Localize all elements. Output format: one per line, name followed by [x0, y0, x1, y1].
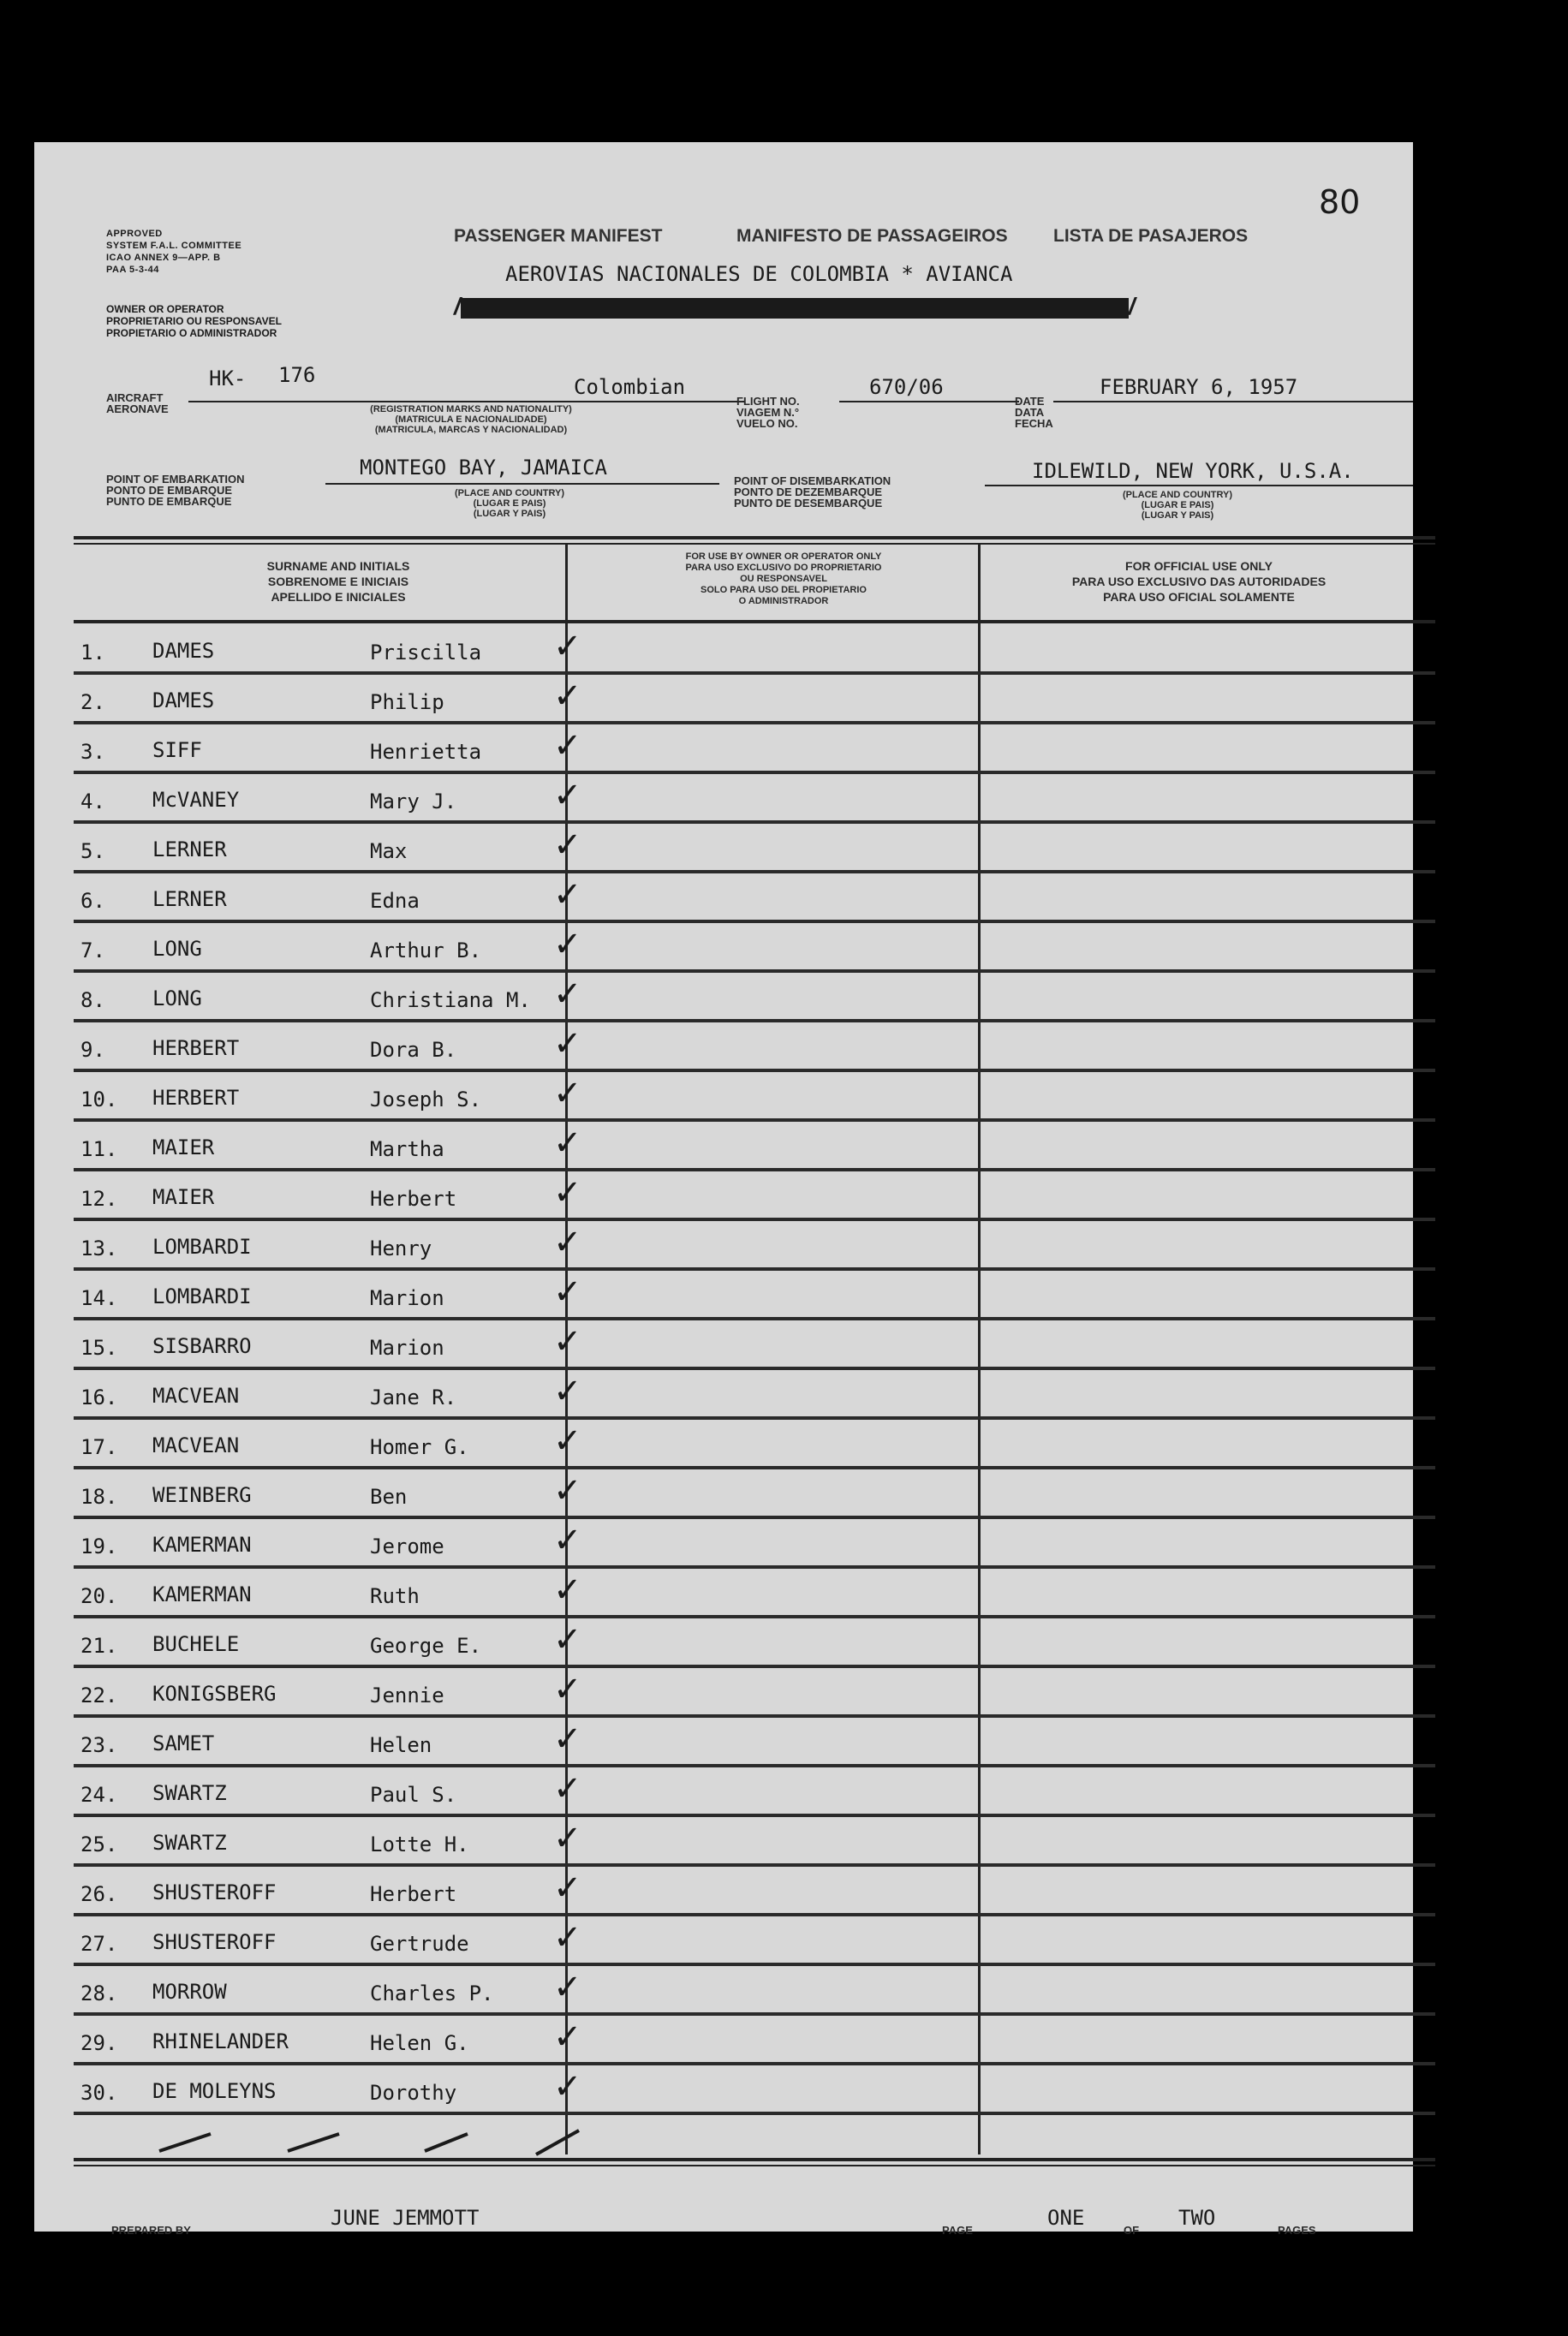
void-stroke: [425, 2134, 468, 2151]
row-number: 27.: [80, 1932, 118, 1956]
aircraft-nationality: Colombian: [574, 375, 686, 399]
passenger-row: [74, 1469, 1435, 1519]
passenger-surname: SHUSTEROFF: [152, 1930, 277, 1954]
column-header-line: OU RESPONSAVEL: [740, 574, 827, 584]
row-number: 1.: [80, 641, 105, 664]
column-header-line: O ADMINISTRADOR: [738, 596, 829, 606]
aircraft-sub-line: (MATRICULA E NACIONALIDADE): [395, 414, 547, 425]
embarkation-place: MONTEGO BAY, JAMAICA: [360, 456, 607, 480]
check-mark-icon: ✓: [553, 1570, 582, 1610]
date-label-en: DATE: [1015, 395, 1045, 408]
check-mark-icon: ✓: [553, 1322, 582, 1362]
row-number: 2.: [80, 690, 105, 714]
column-header-line: SOBRENOME E INICIAIS: [267, 575, 409, 588]
approval-line: ICAO ANNEX 9—APP. B: [106, 253, 221, 263]
owner-line: PROPIETARIO O ADMINISTRADOR: [106, 327, 277, 339]
passenger-row: [74, 1569, 1435, 1618]
passenger-given-name: Max: [370, 839, 408, 863]
passenger-row: [74, 923, 1435, 973]
passenger-surname: KONIGSBERG: [152, 1682, 277, 1706]
title-en: PASSENGER MANIFEST: [454, 226, 663, 246]
check-mark-icon: ✓: [553, 1918, 582, 1958]
row-number: 8.: [80, 988, 105, 1012]
passenger-given-name: Christiana M.: [370, 988, 531, 1012]
embarkation-sub-line: (LUGAR Y PAIS): [473, 509, 546, 519]
passenger-surname: HERBERT: [152, 1086, 240, 1110]
passenger-given-name: Jerome: [370, 1534, 444, 1558]
prepared-by-label: PREPARED BY: [111, 2224, 191, 2237]
passenger-surname: MACVEAN: [152, 1433, 240, 1457]
passenger-row: [74, 774, 1435, 824]
passenger-surname: SIFF: [152, 738, 202, 762]
void-strokes: [74, 2117, 587, 2160]
approval-block: [106, 228, 241, 276]
passenger-surname: LERNER: [152, 837, 227, 861]
check-mark-icon: ✓: [553, 1819, 582, 1858]
passenger-given-name: Edna: [370, 889, 420, 913]
flight-label-es: VUELO NO.: [736, 417, 798, 430]
passenger-row: [74, 724, 1435, 774]
void-stroke: [536, 2130, 579, 2154]
row-number: 3.: [80, 740, 105, 764]
passenger-given-name: Joseph S.: [370, 1088, 482, 1111]
passenger-given-name: Martha: [370, 1137, 444, 1161]
date-rule: [1053, 401, 1413, 402]
header-bottom-rule: [74, 620, 1435, 623]
row-number: 13.: [80, 1237, 118, 1260]
check-mark-icon: ✓: [553, 1719, 582, 1759]
embarkation-rule: [325, 483, 719, 485]
passenger-surname: LOMBARDI: [152, 1235, 252, 1259]
passenger-row: [74, 1072, 1435, 1122]
aircraft-rule: [188, 401, 745, 402]
passenger-row: [74, 2016, 1435, 2065]
passenger-given-name: Dorothy: [370, 2081, 457, 2105]
embarkation-label: [106, 474, 245, 507]
row-number: 20.: [80, 1584, 118, 1608]
passenger-row: [74, 1668, 1435, 1718]
column-header-line: FOR OFFICIAL USE ONLY: [1125, 559, 1273, 573]
check-mark-icon: ✓: [553, 1272, 582, 1312]
passenger-surname: DAMES: [152, 688, 215, 712]
flight-date: FEBRUARY 6, 1957: [1100, 375, 1298, 399]
check-mark-icon: ✓: [553, 1074, 582, 1113]
passenger-surname: LONG: [152, 937, 202, 961]
passenger-row: [74, 973, 1435, 1022]
passenger-given-name: Homer G.: [370, 1435, 469, 1459]
passenger-given-name: Priscilla: [370, 641, 482, 664]
passenger-given-name: Dora B.: [370, 1038, 457, 1062]
table-bottom-rule: [74, 2158, 1435, 2161]
aircraft-prefix: HK-: [209, 366, 247, 390]
table-bottom-rule-2: [74, 2165, 1435, 2166]
struck-operator-name: / /: [454, 293, 1136, 319]
passenger-given-name: Gertrude: [370, 1932, 469, 1956]
table-top-rule-2: [74, 543, 1435, 545]
check-mark-icon: ✓: [553, 875, 582, 915]
title-pt: MANIFESTO DE PASSAGEIROS: [736, 226, 1008, 246]
check-mark-icon: ✓: [553, 1123, 582, 1163]
passenger-surname: SISBARRO: [152, 1334, 252, 1358]
passenger-surname: LOMBARDI: [152, 1284, 252, 1308]
passenger-row: [74, 1718, 1435, 1767]
row-number: 25.: [80, 1832, 118, 1856]
row-number: 11.: [80, 1137, 118, 1161]
disembarkation-label-pt: PONTO DE DEZEMBARQUE: [734, 486, 883, 498]
check-mark-icon: ✓: [553, 1868, 582, 1908]
row-number: 22.: [80, 1683, 118, 1707]
row-number: 4.: [80, 790, 105, 813]
void-stroke: [288, 2134, 339, 2151]
passenger-row: [74, 1022, 1435, 1072]
passenger-row: [74, 1767, 1435, 1817]
column-header-line: APELLIDO E INICIALES: [271, 590, 406, 604]
passenger-row: [74, 873, 1435, 923]
check-mark-icon: ✓: [553, 1769, 582, 1809]
passenger-row: [74, 1370, 1435, 1420]
row-number: 15.: [80, 1336, 118, 1360]
check-mark-icon: ✓: [553, 1670, 582, 1709]
row-number: 5.: [80, 839, 105, 863]
passenger-row: [74, 1271, 1435, 1320]
disembarkation-sub-line: (LUGAR E PAIS): [1141, 500, 1214, 510]
passenger-surname: SWARTZ: [152, 1781, 227, 1805]
flight-label-en: FLIGHT NO.: [736, 395, 800, 408]
disembarkation-label-es: PUNTO DE DESEMBARQUE: [734, 497, 883, 510]
approval-line: SYSTEM F.A.L. COMMITTEE: [106, 241, 242, 251]
column-header-line: PARA USO EXCLUSIVO DO PROPRIETARIO: [685, 563, 882, 573]
row-number: 9.: [80, 1038, 105, 1062]
disembarkation-label-en: POINT OF DISEMBARKATION: [734, 474, 891, 487]
page-value: ONE: [1047, 2206, 1085, 2230]
flight-label-pt: VIAGEM N.°: [736, 406, 800, 419]
passenger-row: [74, 1420, 1435, 1469]
column-header-line: FOR USE BY OWNER OR OPERATOR ONLY: [685, 551, 882, 562]
page-label: PAGE: [942, 2224, 973, 2237]
column-header-official: [985, 558, 1413, 605]
passenger-surname: MORROW: [152, 1980, 227, 2004]
row-number: 28.: [80, 1981, 118, 2005]
embarkation-label-pt: PONTO DE EMBARQUE: [106, 484, 233, 497]
pages-value: TWO: [1178, 2206, 1216, 2230]
check-mark-icon: ✓: [553, 776, 582, 815]
passenger-surname: MACVEAN: [152, 1384, 240, 1408]
pages-label: PAGES: [1278, 2224, 1316, 2237]
date-label-pt: DATA: [1015, 406, 1045, 419]
passenger-row: [74, 1966, 1435, 2016]
passenger-surname: DAMES: [152, 639, 215, 663]
passenger-row: [74, 675, 1435, 724]
check-mark-icon: ✓: [553, 1471, 582, 1511]
row-number: 26.: [80, 1882, 118, 1906]
embarkation-sub-line: (LUGAR E PAIS): [473, 498, 546, 509]
passenger-given-name: George E.: [370, 1634, 482, 1658]
column-header-line: SURNAME AND INITIALS: [266, 559, 410, 573]
approval-line: APPROVED: [106, 229, 163, 239]
approval-line: PAA 5-3-44: [106, 265, 159, 275]
passenger-row: [74, 1916, 1435, 1966]
owner-line: OWNER OR OPERATOR: [106, 303, 224, 315]
row-number: 29.: [80, 2031, 118, 2055]
check-mark-icon: ✓: [553, 1421, 582, 1461]
passenger-given-name: Ruth: [370, 1584, 420, 1608]
check-mark-icon: ✓: [553, 1620, 582, 1660]
passenger-row: [74, 1817, 1435, 1867]
passenger-row: [74, 824, 1435, 873]
embarkation-label-en: POINT OF EMBARKATION: [106, 473, 245, 486]
column-header-line: PARA USO EXCLUSIVO DAS AUTORIDADES: [1071, 575, 1327, 588]
passenger-row: [74, 2065, 1435, 2115]
check-mark-icon: ✓: [553, 825, 582, 865]
embarkation-label-es: PUNTO DE EMBARQUE: [106, 495, 232, 508]
check-mark-icon: ✓: [553, 2017, 582, 2057]
check-mark-icon: ✓: [553, 726, 582, 766]
passenger-row: [74, 1122, 1435, 1171]
check-mark-icon: ✓: [553, 974, 582, 1014]
aircraft-sub-line: (MATRICULA, MARCAS Y NACIONALIDAD): [374, 425, 568, 435]
disembarkation-place: IDLEWILD, NEW YORK, U.S.A.: [1032, 459, 1354, 483]
aircraft-label-en: AIRCRAFT: [106, 391, 164, 404]
row-number: 19.: [80, 1534, 118, 1558]
aircraft-sublabel: [291, 404, 651, 435]
passenger-surname: McVANEY: [152, 788, 240, 812]
aircraft-sub-line: (REGISTRATION MARKS AND NATIONALITY): [370, 404, 572, 414]
row-number: 21.: [80, 1634, 118, 1658]
row-number: 17.: [80, 1435, 118, 1459]
passenger-surname: RHINELANDER: [152, 2029, 289, 2053]
passenger-surname: SWARTZ: [152, 1831, 227, 1855]
row-number: 24.: [80, 1783, 118, 1807]
embarkation-sub-line: (PLACE AND COUNTRY): [454, 488, 565, 498]
column-header-owner: [582, 551, 985, 607]
passenger-surname: SHUSTEROFF: [152, 1880, 277, 1904]
passenger-given-name: Jane R.: [370, 1386, 457, 1409]
aircraft-label: [106, 392, 169, 414]
column-header-line: PARA USO OFICIAL SOLAMENTE: [1103, 590, 1295, 604]
row-number: 23.: [80, 1733, 118, 1757]
disembarkation-label: [734, 475, 891, 509]
passenger-row: [74, 1221, 1435, 1271]
passenger-given-name: Henry: [370, 1237, 432, 1260]
passenger-row: [74, 1171, 1435, 1221]
disembarkation-sub-line: (LUGAR Y PAIS): [1141, 510, 1214, 521]
passenger-surname: LERNER: [152, 887, 227, 911]
passenger-surname: BUCHELE: [152, 1632, 240, 1656]
page-number: 80: [1319, 183, 1361, 221]
owner-label: [106, 303, 282, 339]
passenger-surname: WEINBERG: [152, 1483, 252, 1507]
passenger-surname: MAIER: [152, 1185, 215, 1209]
passenger-given-name: Helen G.: [370, 2031, 469, 2055]
row-number: 30.: [80, 2081, 118, 2105]
flight-rule: [839, 401, 1019, 402]
title-es: LISTA DE PASAJEROS: [1053, 226, 1249, 246]
embarkation-sublabel: [368, 488, 651, 519]
column-header-name: [111, 558, 565, 605]
check-mark-icon: ✓: [553, 1372, 582, 1411]
passenger-row: [74, 1867, 1435, 1916]
passenger-given-name: Herbert: [370, 1882, 457, 1906]
check-mark-icon: ✓: [553, 676, 582, 716]
row-number: 10.: [80, 1088, 118, 1111]
prepared-by-name: JUNE JEMMOTT: [331, 2206, 480, 2230]
aircraft-label-pt: AERONAVE: [106, 402, 169, 415]
passenger-given-name: Mary J.: [370, 790, 457, 813]
column-header-line: SOLO PARA USO DEL PROPIETARIO: [701, 585, 867, 595]
disembarkation-sublabel: [1036, 490, 1319, 521]
passenger-given-name: Arthur B.: [370, 939, 482, 962]
owner-line: PROPRIETARIO OU RESPONSAVEL: [106, 315, 282, 327]
passenger-surname: KAMERMAN: [152, 1533, 252, 1557]
table-top-rule: [74, 536, 1435, 539]
row-number: 12.: [80, 1187, 118, 1211]
check-mark-icon: ✓: [553, 627, 582, 666]
flight-number: 670/06: [869, 375, 944, 399]
passenger-row: [74, 1618, 1435, 1668]
of-label: OF: [1124, 2224, 1140, 2237]
passenger-given-name: Marion: [370, 1336, 444, 1360]
disembarkation-sub-line: (PLACE AND COUNTRY): [1122, 490, 1233, 500]
date-label: [1015, 396, 1053, 429]
passenger-surname: HERBERT: [152, 1036, 240, 1060]
passenger-given-name: Charles P.: [370, 1981, 494, 2005]
passenger-given-name: Philip: [370, 690, 444, 714]
passenger-surname: MAIER: [152, 1135, 215, 1159]
row-number: 7.: [80, 939, 105, 962]
check-mark-icon: ✓: [553, 1968, 582, 2007]
check-mark-icon: ✓: [553, 1024, 582, 1064]
passenger-surname: KAMERMAN: [152, 1582, 252, 1606]
passenger-surname: LONG: [152, 986, 202, 1010]
row-number: 14.: [80, 1286, 118, 1310]
passenger-surname: SAMET: [152, 1731, 215, 1755]
passenger-surname: DE MOLEYNS: [152, 2079, 277, 2103]
row-number: 18.: [80, 1485, 118, 1509]
aircraft-registration: 176: [278, 363, 316, 387]
passenger-row: [74, 1320, 1435, 1370]
disembarkation-rule: [985, 485, 1413, 486]
passenger-given-name: Marion: [370, 1286, 444, 1310]
row-number: 6.: [80, 889, 105, 913]
passenger-given-name: Jennie: [370, 1683, 444, 1707]
passenger-given-name: Ben: [370, 1485, 408, 1509]
void-stroke: [159, 2134, 211, 2151]
operator-name: AEROVIAS NACIONALES DE COLOMBIA * AVIANCA: [505, 262, 1013, 286]
passenger-given-name: Herbert: [370, 1187, 457, 1211]
check-mark-icon: ✓: [553, 925, 582, 964]
passenger-row: [74, 1519, 1435, 1569]
passenger-row: [74, 625, 1435, 675]
flight-label: [736, 396, 800, 429]
passenger-given-name: Paul S.: [370, 1783, 457, 1807]
check-mark-icon: ✓: [553, 2067, 582, 2107]
passenger-given-name: Lotte H.: [370, 1832, 469, 1856]
check-mark-icon: ✓: [553, 1173, 582, 1213]
row-number: 16.: [80, 1386, 118, 1409]
check-mark-icon: ✓: [553, 1223, 582, 1262]
check-mark-icon: ✓: [553, 1521, 582, 1560]
passenger-given-name: Henrietta: [370, 740, 482, 764]
date-label-es: FECHA: [1015, 417, 1053, 430]
passenger-given-name: Helen: [370, 1733, 432, 1757]
manifest-sheet: [34, 142, 1413, 2237]
